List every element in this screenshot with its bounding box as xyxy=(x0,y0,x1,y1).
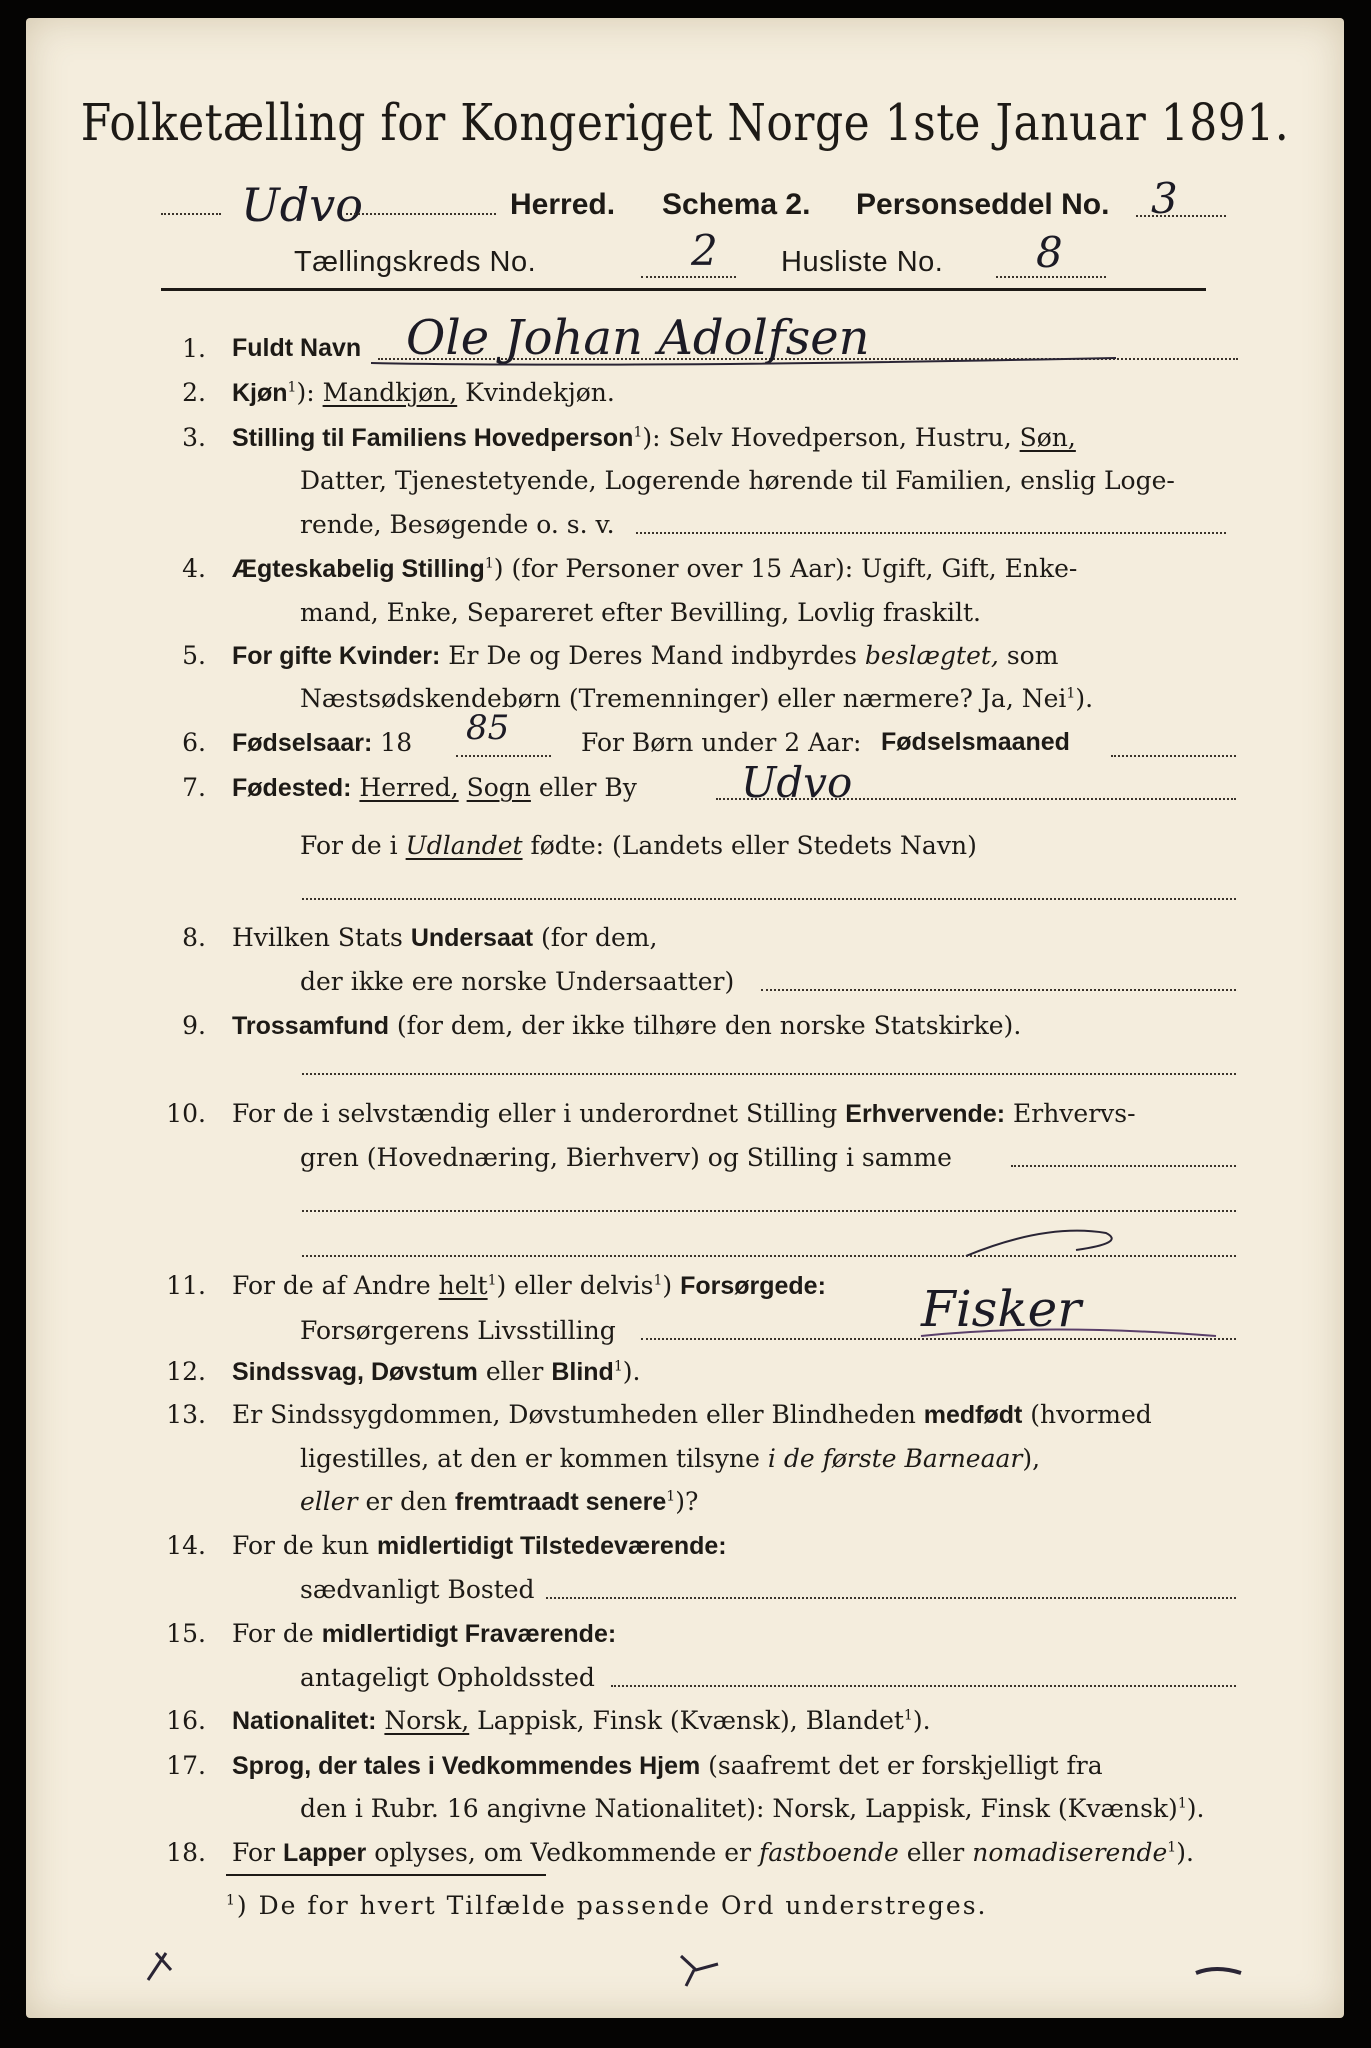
option-son-selected: Søn, xyxy=(1019,423,1076,452)
name-underline-mark xyxy=(371,358,1116,365)
corner-mark-right xyxy=(1196,1969,1241,1973)
item-18-text2: oplyses, om Vedkommende er xyxy=(366,1838,759,1867)
item-7-label: Fødested: xyxy=(232,774,352,802)
item-5-italic: beslægtet, xyxy=(864,641,999,670)
item-15-line2: antageligt Opholdssted xyxy=(300,1663,595,1692)
item-16-label: Nationalitet: xyxy=(232,1707,377,1735)
tellingskreds-value: 2 xyxy=(691,226,718,275)
item-6-num: 6. xyxy=(182,728,206,757)
item-16-rest: Lappisk, Finsk (Kvænsk), Blandet xyxy=(469,1706,904,1735)
item-13-line3b: er den xyxy=(357,1487,456,1516)
item-11-line2: Forsørgerens Livsstilling xyxy=(300,1316,616,1345)
provider-occupation-value: Fisker xyxy=(921,1280,1082,1338)
item-11-text1: For de af Andre xyxy=(232,1271,439,1300)
item-7-line2a: For de i xyxy=(300,831,406,860)
item-17-label: Sprog, der tales i Vedkommendes Hjem xyxy=(232,1752,701,1780)
item-13-line3a: eller xyxy=(300,1487,358,1516)
item-11-text2: ) eller delvis xyxy=(496,1271,654,1300)
footnote-sup: 1 xyxy=(226,1892,237,1909)
item-13-line2a: ligestilles, at den er kommen tilsyne xyxy=(300,1444,768,1473)
personseddel-label: Personseddel No. xyxy=(856,188,1110,221)
item-7-num: 7. xyxy=(182,773,206,802)
item-7-line2b: Udlandet xyxy=(405,831,523,860)
item-11-num: 11. xyxy=(166,1271,206,1300)
item-4-num: 4. xyxy=(182,554,206,583)
item-9-text: (for dem, der ikke tilhøre den norske Statskirke). xyxy=(388,1011,1022,1040)
item-7-opt3: eller By xyxy=(538,773,637,802)
item-17-num: 17. xyxy=(166,1751,206,1780)
item-3-label: Stilling til Familiens Hovedperson xyxy=(232,424,634,452)
occupation-underline-mark xyxy=(921,1330,1216,1337)
item-8-text1: Hvilken Stats xyxy=(232,923,411,952)
item-18-it2: nomadiserende xyxy=(972,1838,1168,1867)
item-17-text1: (saafremt det er forskjelligt fra xyxy=(700,1751,1103,1780)
item-13-text2: (hvormed xyxy=(1022,1400,1152,1429)
item-2-text: ): xyxy=(296,378,323,407)
item-8-line2: der ikke ere norske Undersaatter) xyxy=(300,967,735,996)
item-11-label: Forsørgede: xyxy=(680,1272,826,1300)
loop-mark xyxy=(966,1231,1112,1256)
item-16-tail: ). xyxy=(912,1706,931,1735)
option-kvindekjon: Kvindekjøn. xyxy=(457,378,615,407)
item-18-num: 18. xyxy=(166,1838,206,1867)
item-5-tail: som xyxy=(998,641,1059,670)
item-8-label: Undersaat xyxy=(410,924,534,952)
item-15-num: 15. xyxy=(166,1619,206,1648)
item-12-tail: ). xyxy=(622,1357,641,1386)
option-norsk-selected: Norsk, xyxy=(384,1706,470,1735)
schema-label: Schema 2. xyxy=(662,188,811,221)
item-10-line2: gren (Hovednæring, Bierhverv) og Stilling i samme xyxy=(300,1143,952,1172)
birthplace-value: Udvo xyxy=(741,758,853,807)
birth-year-value: 85 xyxy=(466,708,510,748)
item-13-text1: Er Sindssygdommen, Døvstumheden eller Blindheden xyxy=(232,1400,924,1429)
item-5-num: 5. xyxy=(182,641,206,670)
item-13-line2b: i de første Barneaar xyxy=(767,1444,1023,1473)
footnote-text: ) De for hvert Tilfælde passende Ord understreges. xyxy=(236,1891,988,1920)
husliste-value: 8 xyxy=(1036,228,1063,277)
item-11-text3: ) xyxy=(662,1271,681,1300)
item-4-line2: mand, Enke, Separeret efter Bevilling, Lovlig fraskilt. xyxy=(300,598,981,627)
item-13-line3d: )? xyxy=(675,1487,699,1516)
item-18-it1: fastboende xyxy=(758,1838,899,1867)
item-14-num: 14. xyxy=(166,1531,206,1560)
item-12-text: eller xyxy=(477,1357,552,1386)
item-13-label: medfødt xyxy=(923,1401,1023,1429)
item-3-num: 3. xyxy=(182,423,206,452)
full-name-value: Ole Johan Adolfsen xyxy=(406,310,870,366)
item-6-label2: Fødselsmaaned xyxy=(881,728,1070,756)
item-5-text: Er De og Deres Mand indbyrdes xyxy=(440,641,865,670)
item-8-num: 8. xyxy=(182,923,206,952)
item-13-num: 13. xyxy=(166,1400,206,1429)
option-herred-selected: Herred, xyxy=(359,773,459,802)
item-13-line3c: fremtraadt senere xyxy=(455,1488,667,1516)
item-9-num: 9. xyxy=(182,1011,206,1040)
item-5-line2: Næstsødskendebørn (Tremenninger) eller nærmere? Ja, Nei xyxy=(300,684,1067,713)
item-10-text1: For de i selvstændig eller i underordnet Stilling xyxy=(232,1099,846,1128)
item-6-text: For Børn under 2 Aar: xyxy=(581,728,862,757)
item-2-sup: 1 xyxy=(287,379,297,396)
item-9-label: Trossamfund xyxy=(232,1012,389,1040)
herred-value: Udvo xyxy=(241,178,363,232)
item-12-num: 12. xyxy=(166,1357,206,1386)
item-10-text2: Erhvervs- xyxy=(1005,1099,1136,1128)
item-17-line2: den i Rubr. 16 angivne Nationalitet): Norsk, Lappisk, Finsk (Kvænsk) xyxy=(300,1794,1178,1823)
item-5-label: For gifte Kvinder: xyxy=(232,642,441,670)
item-15-text1: For de xyxy=(232,1619,322,1648)
item-18-tail: ). xyxy=(1176,1838,1194,1867)
item-15-label: midlertidigt Fraværende: xyxy=(321,1620,617,1648)
census-form: Folketælling for Kongeriget Norge 1ste Januar 1891. Udvo Herred. Schema 2. Personseddel No. 3 Tællingskreds No. 2 Husliste No. 8 1. Fuldt Navn Ole Johan Adolfsen 2. Kjøn$^1$): Mandkjøn, Kvindekjøn. 3. Stilling til Familiens Hovedperson$^1$): Selv Hovedperson, Hustru, Søn, Datter, Tjenestetyende, Logerende hørende til Familien, enslig Loge- rende, Besøgende o. s. v. 4. Ægteskabelig Stilling$^1$) (for Personer over 15 Aar): Ugift, Gift, Enke- mand, Enke, Separeret efter Bevilling, Lovlig fraskilt. 5. For gifte Kvinder: Er De og Deres Mand indbyrdes beslægtet, som Næstsødskendebørn (Tremenninger) eller nærmere? Ja, Nei$^1$). 6. Fødselsaar: 18 For Børn under 2 Aar: Fødselsmaaned 85 7. Fødested: Herred, Sogn eller By Udvo For de i Udlandet fødte: (Landets eller Stedets Navn) 8. Hvilken Stats Undersaat (for dem, der ikke ere norske Undersaatter) 9. Trossamfund (for dem, der ikke tilhøre den norske Statskirke). 10. For de i selvstændig eller i underordnet Stilling Erhvervende: Erhvervs- gren (Hovednæring, Bierhverv) og Stilling i samme 11. For de af Andre helt$^1$) eller delvis$^1$) Forsørgede: Forsørgerens Livsstilling Fisker 12. Sindssvag, Døvstum eller Blind$^1$). 13. Er Sindssygdommen, Døvstumheden eller Blindheden medfødt (hvormed ligestilles, at den er kommen tilsyne i de første Barneaar), eller er den fremtraadt senere$^1$)? 14. For de kun midlertidigt Tilstedeværende: sædvanligt Bosted 15. For de midlertidigt Fraværende: antageligt Opholdssted 16. Nationalitet: Norsk, Lappisk, Finsk (Kvænsk), Blandet$^1$). 17. Sprog, der tales i Vedkommendes Hjem (saafremt det er forskjelligt fra den i Rubr. 16 angivne Nationalitet): Norsk, Lappisk, Finsk (Kvænsk)$^1$). 18. For Lapper oplyses, om Vedkommende er fastboende eller nomadiserende$^1$). $^1$) De for hvert Tilfælde passende Ord understreges. xyxy=(26,18,1344,2018)
item-6-label: Fødselsaar: xyxy=(232,729,373,757)
option-sogn-selected: Sogn xyxy=(466,773,531,802)
item-14-line2: sædvanligt Bosted xyxy=(300,1575,535,1604)
item-7-line2c: fødte: (Landets eller Stedets Navn) xyxy=(522,831,977,860)
tellingskreds-label: Tællingskreds No. xyxy=(294,246,537,278)
item-18-text1: For xyxy=(232,1838,283,1867)
husliste-label: Husliste No. xyxy=(781,246,944,278)
item-18-text3: eller xyxy=(898,1838,973,1867)
item-2-num: 2. xyxy=(182,378,206,407)
option-mandkjon-selected: Mandkjøn, xyxy=(322,378,458,407)
option-helt-selected: helt xyxy=(438,1271,488,1300)
item-17-tail: ). xyxy=(1186,1794,1205,1823)
item-4-label: Ægteskabelig Stilling xyxy=(232,555,485,583)
item-3-line3: rende, Besøgende o. s. v. xyxy=(300,510,615,539)
item-12-label: Sindssvag, Døvstum xyxy=(232,1358,478,1386)
item-18-label: Lapper xyxy=(282,1839,367,1867)
item-10-label: Erhvervende: xyxy=(845,1100,1006,1128)
item-3-line2: Datter, Tjenestetyende, Logerende hørende til Familien, enslig Loge- xyxy=(300,466,1175,495)
personseddel-value: 3 xyxy=(1151,174,1178,223)
item-12-label2: Blind xyxy=(551,1358,614,1386)
item-1-label: Fuldt Navn xyxy=(232,334,362,362)
item-6-prefix: 18 xyxy=(380,728,413,757)
corner-mark-left xyxy=(148,1953,171,1980)
item-10-num: 10. xyxy=(166,1099,206,1128)
item-14-text1: For de kun xyxy=(232,1531,377,1560)
item-14-label: midlertidigt Tilstedeværende: xyxy=(376,1532,727,1560)
item-3-line1: ): Selv Hovedperson, Hustru, xyxy=(642,423,1020,452)
pen-marks xyxy=(26,18,1344,2018)
item-2-label: Kjøn xyxy=(232,379,288,407)
item-1-num: 1. xyxy=(182,334,206,363)
herred-label: Herred. xyxy=(510,188,616,221)
item-4-line1: ) (for Personer over 15 Aar): Ugift, Gift, Enke- xyxy=(493,554,1078,583)
item-8-text2: (for dem, xyxy=(533,923,658,952)
item-16-num: 16. xyxy=(166,1706,206,1735)
item-13-line2c: ), xyxy=(1022,1444,1041,1473)
corner-mark-center xyxy=(681,1956,718,1986)
form-title: Folketælling for Kongeriget Norge 1ste Januar 1891. xyxy=(80,94,1290,153)
